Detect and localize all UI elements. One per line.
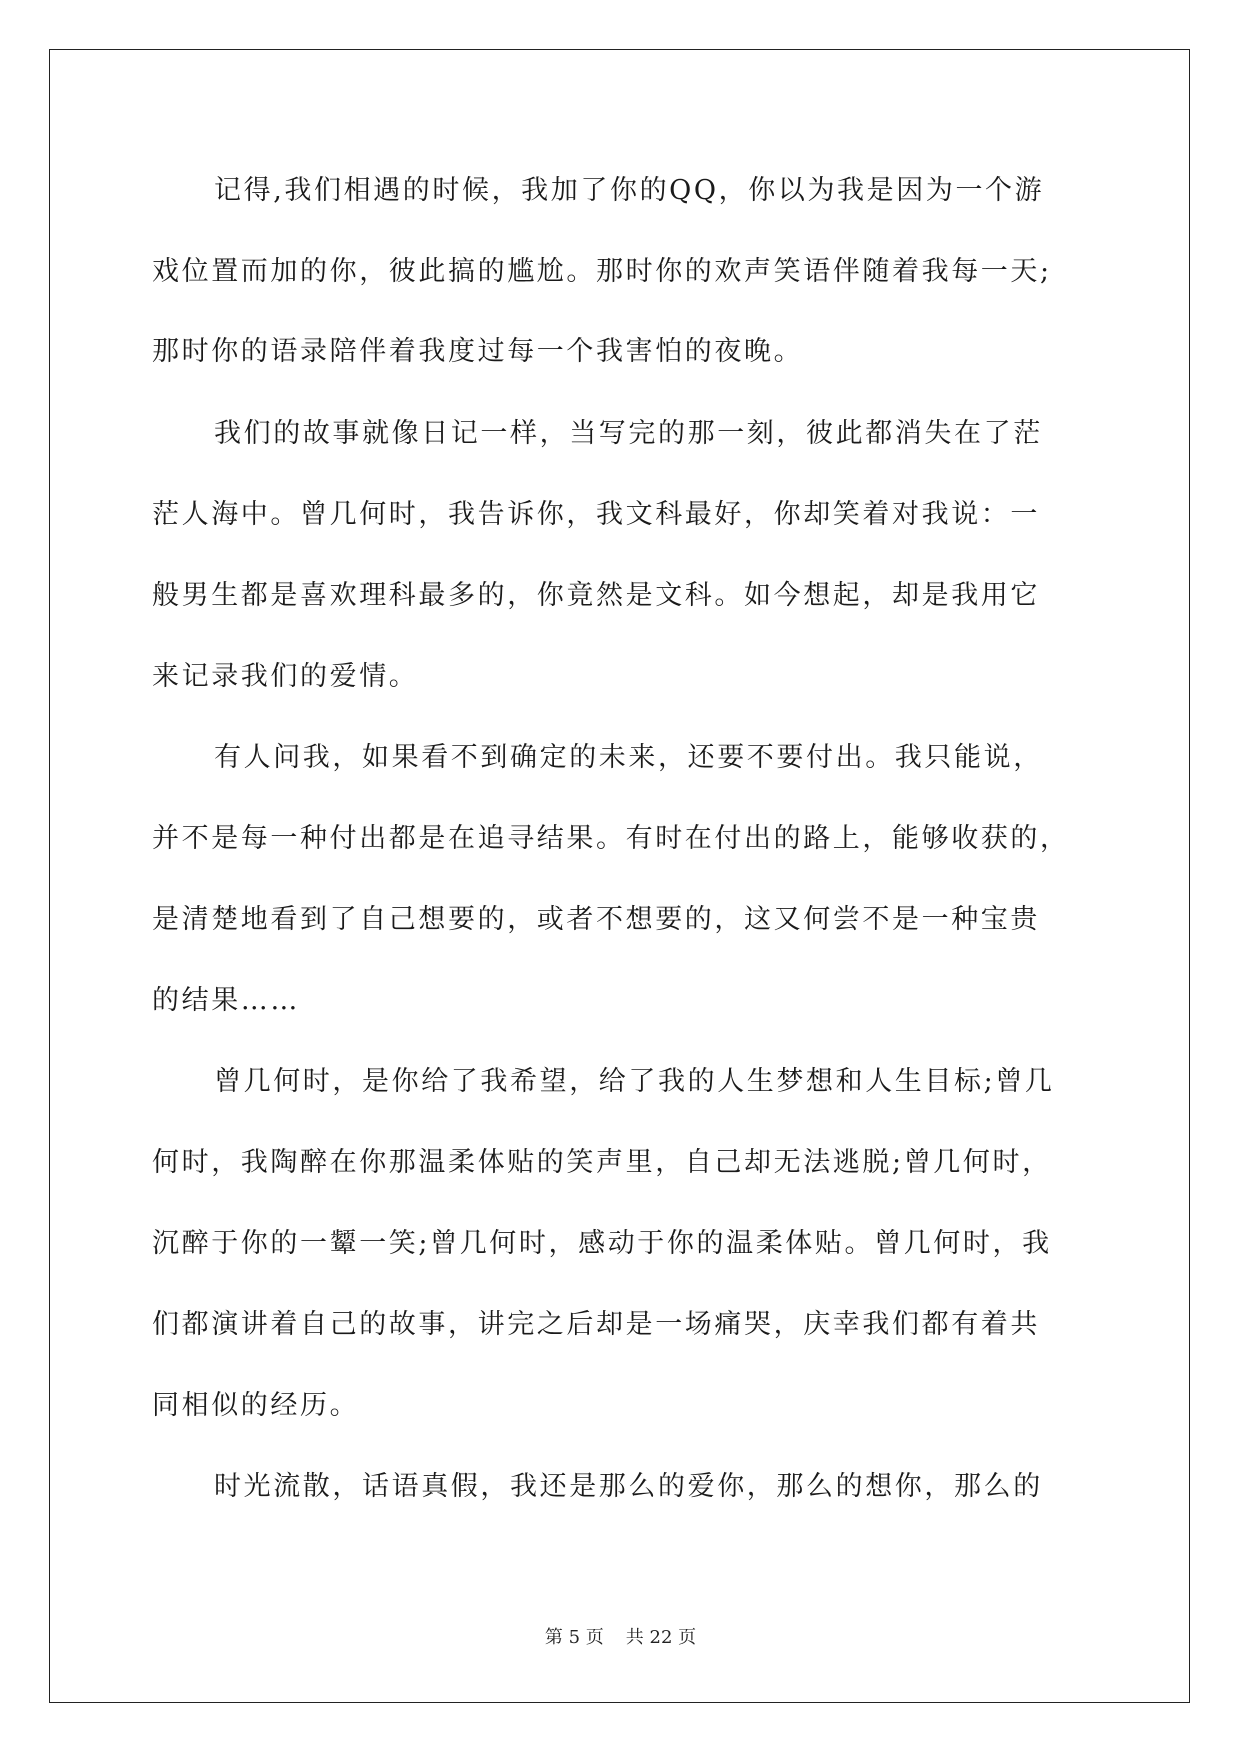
- total-pages: 共 22 页: [625, 1627, 697, 1648]
- text-line: 那时你的语录陪伴着我度过每一个我害怕的夜晚。: [152, 336, 804, 367]
- text-line: 我们的故事就像日记一样，当写完的那一刻，彼此都消失在了茫: [214, 418, 1043, 449]
- text-line: 是清楚地看到了自己想要的，或者不想要的，这又何尝不是一种宝贵: [152, 904, 1040, 935]
- text-line: 沉醉于你的一颦一笑;曾几何时，感动于你的温柔体贴。曾几何时，我: [152, 1228, 1052, 1259]
- text-line: 同相似的经历。: [152, 1390, 360, 1421]
- text-line: 时光流散，话语真假，我还是那么的爱你，那么的想你，那么的: [214, 1471, 1043, 1502]
- text-line: 记得,我们相遇的时候，我加了你的QQ，你以为我是因为一个游: [214, 175, 1045, 206]
- text-line: 并不是每一种付出都是在追寻结果。有时在付出的路上，能够收获的，: [152, 823, 1070, 854]
- text-line: 的结果……: [152, 985, 300, 1016]
- page-number: 第 5 页: [544, 1627, 604, 1648]
- text-line: 们都演讲着自己的故事，讲完之后却是一场痛哭，庆幸我们都有着共: [152, 1309, 1040, 1340]
- text-line: 般男生都是喜欢理科最多的，你竟然是文科。如今想起，却是我用它: [152, 580, 1040, 611]
- text-line: 有人问我，如果看不到确定的未来，还要不要付出。我只能说，: [214, 742, 1043, 773]
- page-footer: [0, 1626, 1241, 1650]
- text-line: 戏位置而加的你，彼此搞的尴尬。那时你的欢声笑语伴随着我每一天;: [152, 256, 1052, 287]
- page-border: [49, 49, 1190, 1703]
- text-line: 曾几何时，是你给了我希望，给了我的人生梦想和人生目标;曾几: [214, 1066, 1055, 1097]
- text-line: 来记录我们的爱情。: [152, 661, 419, 692]
- text-line: 茫人海中。曾几何时，我告诉你，我文科最好，你却笑着对我说：一: [152, 499, 1040, 530]
- text-line: 何时，我陶醉在你那温柔体贴的笑声里，自己却无法逃脱;曾几何时，: [152, 1147, 1052, 1178]
